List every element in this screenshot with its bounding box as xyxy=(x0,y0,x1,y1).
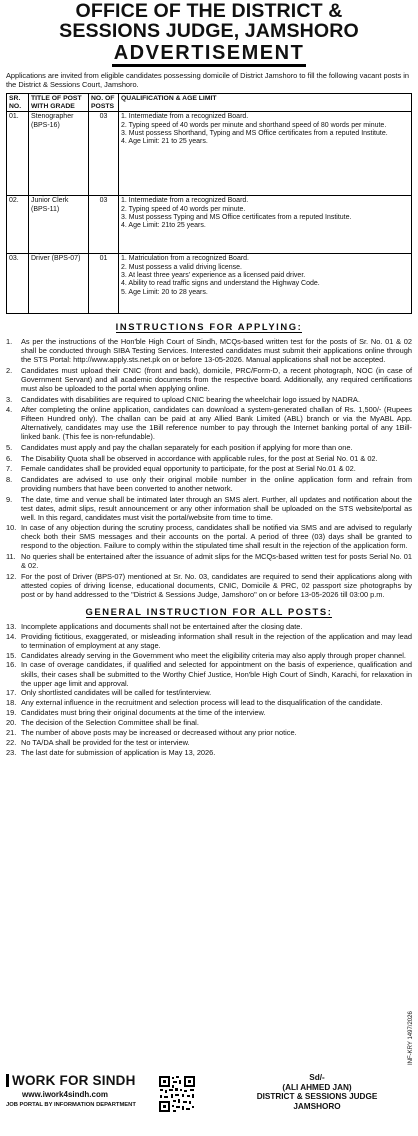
item-number: 17. xyxy=(6,688,17,698)
item-number: 16. xyxy=(6,660,17,670)
col-header-posts: NO. OF POSTS xyxy=(89,93,119,112)
item-number: 10. xyxy=(6,523,17,533)
qualification-item: 3. At least three years' experience as a licensed paid driver. xyxy=(121,272,306,280)
work-for-sindh-logo xyxy=(6,1073,156,1108)
item-number: 21. xyxy=(6,728,17,738)
qr-code-icon xyxy=(158,1075,196,1113)
list-item xyxy=(6,523,412,550)
item-text: Candidates with disabilities are required to upload CNIC bearing the wheelchair logo issued by NADRA. xyxy=(21,394,360,404)
general-heading: GENERAL INSTRUCTION FOR ALL POSTS: xyxy=(85,605,333,617)
list-item xyxy=(6,660,412,687)
qualification-item: 1. Intermediate from a recognized Board. xyxy=(121,113,249,121)
item-number: 23. xyxy=(6,748,17,757)
list-item xyxy=(6,454,412,463)
posts-table xyxy=(6,93,412,315)
office-header xyxy=(6,2,412,41)
qualification-item: 3. Must possess Typing and MS Office certificates from a reputed Institute. xyxy=(121,214,352,222)
item-text: The last date for submission of application is May 13, 2026. xyxy=(21,748,216,757)
qualification-item: 1. Matriculation from a recognized Board. xyxy=(121,255,250,263)
item-text: In case of any objection during the scrutiny process, candidates shall be notified via SMS and are advised to regularly check both their SMS messages and their accounts on the portal. A period of three (03) days shall be granted to respond to the objection. Failure to comply within the stipulated time shall result in the rejection of the application form. xyxy=(21,523,412,551)
list-item xyxy=(6,552,412,570)
item-text: Candidates must upload their CNIC (front and back), domicile, PRC/Form-D, a recent photograph, NOC (in case of Government Servant) and all academic documents from the respective board. Additionally, any required certifications must also be uploaded to the portal when applying online. xyxy=(21,366,412,394)
qualification-item: 2. Typing speed of 40 words per minute and shorthand speed of 80 words per minute. xyxy=(121,121,387,129)
list-item xyxy=(6,688,412,697)
cell-posts: 01 xyxy=(89,254,119,314)
brand-line xyxy=(6,1073,156,1088)
cell-posts: 03 xyxy=(89,196,119,254)
list-item xyxy=(6,366,412,393)
signature-mark: Sd/- xyxy=(309,1073,325,1082)
item-text: Candidates must bring their original documents at the time of the interview. xyxy=(21,708,266,718)
item-number: 4. xyxy=(6,405,13,415)
office-title-line1: OFFICE OF THE DISTRICT & xyxy=(75,0,343,22)
cell-sr: 01. xyxy=(7,112,29,196)
cell-posts: 03 xyxy=(89,112,119,196)
item-number: 20. xyxy=(6,718,17,728)
list-item xyxy=(6,632,412,650)
table-row xyxy=(7,254,412,314)
list-item xyxy=(6,622,412,631)
cell-qualification xyxy=(119,196,412,254)
qualification-item: 1. Intermediate from a recognized Board. xyxy=(121,197,249,205)
cell-sr: 03. xyxy=(7,254,29,314)
item-text: Female candidates shall be provided equal opportunity to participate, for the post at Serial No.01 & 02. xyxy=(21,464,356,474)
item-text: Incomplete applications and documents shall not be entertained after the closing date. xyxy=(21,621,303,631)
item-text: Candidates are advised to use only their original mobile number in the online application form and refrain from providing numbers that have been converted to another network. xyxy=(21,474,412,493)
item-text: Only shortlisted candidates will be called for test/interview. xyxy=(21,688,212,698)
list-item xyxy=(6,475,412,493)
item-number: 14. xyxy=(6,631,17,641)
item-text: No TA/DA shall be provided for the test or interview. xyxy=(21,738,190,748)
signatory-place: JAMSHORO xyxy=(293,1102,341,1112)
item-number: 7. xyxy=(6,464,13,474)
advertisement-heading-wrap xyxy=(6,43,412,67)
cell-sr: 02. xyxy=(7,196,29,254)
item-text: The decision of the Selection Committee shall be final. xyxy=(21,718,199,728)
col-header-title: TITLE OF POST WITH GRADE xyxy=(29,93,89,112)
table-row xyxy=(7,196,412,254)
item-number: 18. xyxy=(6,698,17,708)
list-item xyxy=(6,495,412,522)
item-number: 12. xyxy=(6,571,17,581)
item-number: 13. xyxy=(6,621,17,631)
general-heading-wrap xyxy=(6,602,412,620)
item-text: Candidates already serving in the Government who meet the eligibility criteria may also apply through proper channel. xyxy=(21,650,406,660)
list-item xyxy=(6,698,412,707)
item-text: The number of above posts may be increased or decreased without any prior notice. xyxy=(21,728,297,738)
item-text: No queries shall be entertained after the issuance of admit slips for the MCQs-based written test for posts Serial No. 01 & 02. xyxy=(21,551,412,570)
instructions-heading-wrap xyxy=(6,317,412,335)
brand-tagline: JOB PORTAL BY INFORMATION DEPARTMENT xyxy=(6,1102,136,1108)
list-item xyxy=(6,405,412,441)
list-item xyxy=(6,443,412,452)
item-text: The date, time and venue shall be intimated later through an SMS alert. Further, all updates and notification about the test dates, admit slips, result announcement or any other information shall be uploaded on the STS website/portal as well. In this regard, candidates must visit the portal/website from time to time. xyxy=(21,494,412,522)
item-text: After completing the online application, candidates can download a system-generated challan of Rs. 1,500/- (Rupees Fifteen Hundred only). The challan can be paid at any Allied Bank Limited (ABL) branch or via the MyABL App. Alternatively, candidates may use the 1Bill reference number to pay through the Internet banking portal of any 1Bill-linked bank. (This fee is non-refundable). xyxy=(21,405,412,442)
col-header-qualification: QUALIFICATION & AGE LIMIT xyxy=(119,93,412,112)
item-number: 2. xyxy=(6,366,13,375)
item-text: As per the instructions of the Hon'ble High Court of Sindh, MCQs-based written test for the posts of Sr. No. 01 & 02 shall be conducted through SIBA Testing Services. Interested candidates must submit their applications online through the STS Portal: http://www.apply.sts.net.pk on or before 13-05-2026. Manual applications shall not be accepted. xyxy=(21,337,412,365)
list-item xyxy=(6,748,412,757)
item-text: Providing fictitious, exaggerated, or misleading information shall result in the rejection of the application and may lead to termination of employment at any stage. xyxy=(21,631,412,650)
item-number: 15. xyxy=(6,650,17,660)
list-item xyxy=(6,395,412,404)
qualification-item: 2. Must possess a valid driving license. xyxy=(121,263,242,271)
instructions-heading: INSTRUCTIONS FOR APPLYING: xyxy=(115,321,303,333)
list-item xyxy=(6,718,412,727)
list-item xyxy=(6,572,412,599)
cell-qualification xyxy=(119,254,412,314)
list-item xyxy=(6,728,412,737)
item-number: 19. xyxy=(6,708,17,718)
footer xyxy=(6,1073,412,1133)
item-number: 3. xyxy=(6,394,13,404)
signatory-name: (ALI AHMED JAN) xyxy=(282,1082,352,1092)
cell-title: Stenographer (BPS-16) xyxy=(29,112,89,196)
qualification-item: 3. Must possess Shorthand, Typing and MS Office certificates from a reputed Institute. xyxy=(121,130,388,138)
general-list xyxy=(6,622,412,757)
table-row xyxy=(7,112,412,196)
list-item xyxy=(6,651,412,660)
list-item xyxy=(6,738,412,747)
qualification-item: 5. Age Limit: 20 to 28 years. xyxy=(121,288,208,296)
posts-table-header xyxy=(7,93,412,112)
item-text: The Disability Quota shall be observed in accordance with applicable rules, for the post at Serial No. 01 & 02. xyxy=(21,453,378,463)
list-item xyxy=(6,464,412,473)
item-text: Any external influence in the recruitment and selection process will lead to the disqualification of the candidate. xyxy=(21,698,383,708)
qualification-item: 4. Age Limit: 21 to 25 years. xyxy=(121,138,208,146)
signatory-designation: DISTRICT & SESSIONS JUDGE xyxy=(256,1092,378,1102)
item-number: 5. xyxy=(6,443,13,453)
item-number: 11. xyxy=(6,551,16,561)
brand-name: WORK FOR SINDH xyxy=(12,1073,136,1088)
website-link[interactable]: www.iwork4sindh.com xyxy=(22,1090,108,1099)
insertion-code xyxy=(408,955,418,1065)
list-item xyxy=(6,337,412,364)
item-number: 22. xyxy=(6,738,17,748)
item-text: In case of overage candidates, if qualified and selected for appointment on the basis of experience, qualification and skills, their cases shall be submitted to the Worthy Chief Justice, Hon'ble High Court of Sindh, Karachi, for relaxation in the upper age limit and approval. xyxy=(21,660,412,688)
qualification-item: 4. Ability to read traffic signs and understand the Highway Code. xyxy=(121,280,320,288)
instructions-list xyxy=(6,337,412,598)
item-number: 1. xyxy=(6,337,13,347)
item-number: 8. xyxy=(6,474,13,484)
list-item xyxy=(6,708,412,717)
qualification-item: 2. Typing speed of 40 words per minute. xyxy=(121,205,246,213)
cell-qualification xyxy=(119,112,412,196)
col-header-sr: SR. NO. xyxy=(7,93,29,112)
office-title-line2: SESSIONS JUDGE, JAMSHORO xyxy=(59,19,359,42)
intro-paragraph: Applications are invited from eligible candidates possessing domicile of District Jamshoro to fill the following vacant posts in the District & Sessions Court, Jamshoro. xyxy=(6,71,409,90)
signature-block xyxy=(222,1073,412,1112)
cell-title: Driver (BPS-07) xyxy=(29,254,89,314)
insertion-code-text: INF-KRY 1497/2026 xyxy=(408,1011,414,1065)
advertisement-heading: ADVERTISEMENT xyxy=(112,43,307,67)
qualification-item: 4. Age Limit: 21to 25 years. xyxy=(121,222,206,230)
brand-mark-icon xyxy=(6,1074,9,1087)
item-number: 9. xyxy=(6,494,13,504)
cell-title: Junior Clerk (BPS-11) xyxy=(29,196,89,254)
item-text: For the post of Driver (BPS-07) mentioned at Sr. No. 03, candidates are required to send their applications along with attested copies of driving license, educational documents, CNIC, Domicile & PRC, 02 passport size photographs by post or by hand addressed to the "District & Sessions Judge, Jamshoro" on or before 13-05-2026 till 03:00 p.m. xyxy=(21,571,412,599)
item-number: 6. xyxy=(6,453,13,463)
item-text: Candidates must apply and pay the challan separately for each position if applying for more than one. xyxy=(21,443,353,453)
